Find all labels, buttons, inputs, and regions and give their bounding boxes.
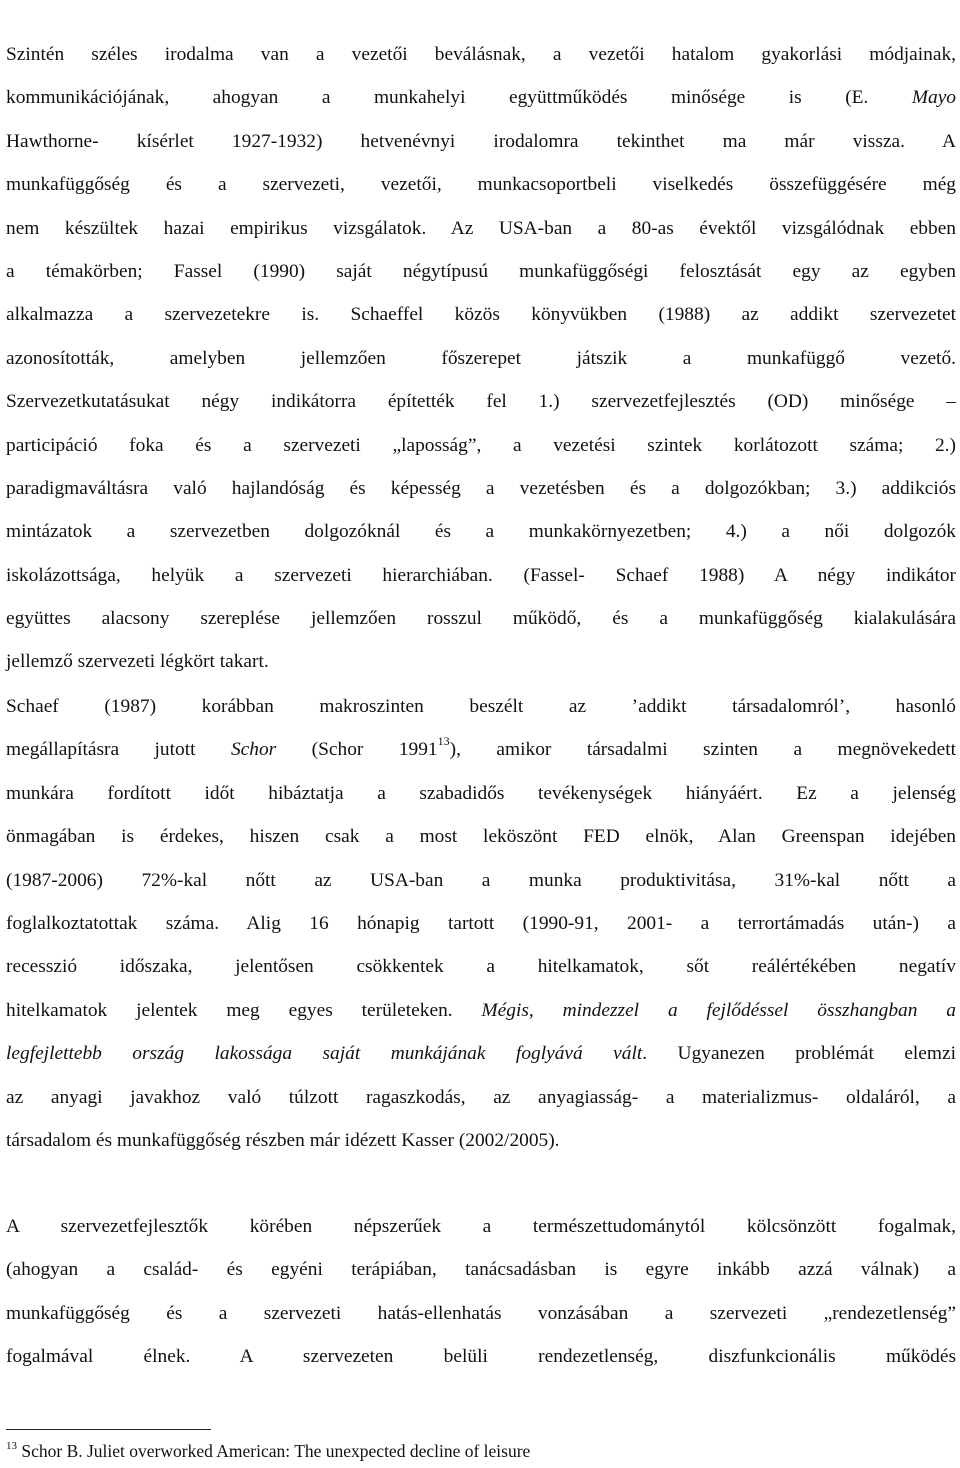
italic-sentence: Mégis, mindezzel a fejlődéssel összhangban a (481, 999, 956, 1021)
footnote-text: Schor B. Juliet overworked American: The unexpected decline of leisure (17, 1441, 531, 1461)
text-line: munkafüggőség és a szervezeti hatás-ellenhatás vonzásában a szervezeti „rendezetlenség” (6, 1302, 956, 1324)
paragraph-2 (6, 685, 956, 1162)
text-line: recesszió időszaka, jelentősen csökkentek a hitelkamatok, sőt reálértékében negatív (6, 956, 956, 978)
text-line: azonosították, amelyben jellemzően főszerepet játszik a munkafüggő vezető. (6, 347, 956, 369)
footnote-separator (6, 1429, 211, 1430)
text-line: foglalkoztatottak száma. Alig 16 hónapig tartott (1990-91, 2001- a terrortámadás után-) a (6, 912, 956, 934)
text-fragment: . Ugyanezen problémát elemzi (642, 1043, 956, 1065)
text-line (6, 989, 956, 1032)
text-line: A szervezetfejlesztők körében népszerűek a természettudománytól kölcsönzött fogalmak, (6, 1216, 956, 1237)
text-line: az anyagi javakhoz való túlzott ragaszkodás, az anyagiasság- a materializmus- oldaláról, a (6, 1086, 956, 1108)
text-line: (1987-2006) 72%-kal nőtt az USA-ban a munka produktivitása, 31%-kal nőtt a (6, 869, 956, 891)
text-line: mintázatok a szervezetben dolgozóknál és a munkakörnyezetben; 4.) a női dolgozók (6, 521, 956, 543)
italic-sentence: legfejlettebb ország lakossága saját munkájának foglyává vált (6, 1043, 643, 1065)
text-line: társadalom és munkafüggőség részben már idézett Kasser (2002/2005). (6, 1129, 560, 1151)
text-line: participáció foka és a szervezeti „laposság”, a vezetési szintek korlátozott száma; 2.) (6, 434, 956, 456)
text-line: együttes alacsony szereplése jellemzően rosszul működő, és a munkafüggőség kialakulására (6, 608, 956, 630)
footnote-number: 13 (6, 1440, 17, 1452)
text-fragment: hitelkamatok jelentek meg egyes területeken. (6, 999, 482, 1021)
italic-term: Schor (230, 739, 277, 761)
text-line: munkára fordított időt hibáztatja a szabadidős tevékenységek hiányáért. Ez a jelenség (6, 782, 956, 804)
text-fragment: kommunikációjának, ahogyan a munkahelyi együttműködés minősége is (E. (6, 87, 912, 109)
text-fragment: (Schor 1991 (276, 739, 438, 761)
text-line: iskolázottsága, helyük a szervezeti hierarchiában. (Fassel- Schaef 1988) A négy indikátor (6, 564, 956, 586)
text-line: Schaef (1987) korábban makroszinten beszélt az ’addikt társadalomról’, hasonló (6, 696, 956, 717)
footnote-reference[interactable]: 13 (437, 734, 450, 749)
paragraph-3 (6, 1205, 956, 1379)
text-line: paradigmaváltásra való hajlandóság és képesség a vezetésben és a dolgozókban; 3.) addikciós (6, 477, 956, 499)
text-line: munkafüggőség és a szervezeti, vezetői, munkacsoportbeli viselkedés összefüggésére még (6, 174, 956, 196)
italic-term: Mayo (911, 87, 956, 109)
text-line: (ahogyan a család- és egyéni terápiában, tanácsadásban is egyre inkább azzá válnak) a (6, 1259, 956, 1281)
footnote (6, 1440, 530, 1462)
text-line: a témakörben; Fassel (1990) saját négytípusú munkafüggőségi felosztását egy az egyben (6, 260, 956, 282)
text-line (6, 76, 956, 119)
paragraph-1 (6, 33, 956, 684)
text-line: Hawthorne- kísérlet 1927-1932) hetvenévnyi irodalomra tekinthet ma már vissza. A (6, 130, 956, 152)
text-line: jellemző szervezeti légkört takart. (6, 651, 269, 673)
text-line: Szintén széles irodalma van a vezetői beválásnak, a vezetői hatalom gyakorlási módjainak, (6, 44, 956, 65)
text-line: Szervezetkutatásukat négy indikátorra építették fel 1.) szervezetfejlesztés (OD) minősége – (6, 391, 956, 413)
text-fragment: ), amikor társadalmi szinten a megnövekedett (449, 739, 956, 761)
text-line: nem készültek hazai empirikus vizsgálatok. Az USA-ban a 80-as évektől vizsgálódnak ebben (6, 217, 956, 239)
text-fragment: megállapításra jutott (6, 739, 231, 761)
text-line (6, 728, 956, 771)
text-line: önmagában is érdekes, hiszen csak a most leköszönt FED elnök, Alan Greenspan idejében (6, 826, 956, 848)
text-line: fogalmával élnek. A szervezeten belüli rendezetlenség, diszfunkcionális működés (6, 1346, 956, 1368)
text-line: alkalmazza a szervezetekre is. Schaeffel közös könyvükben (1988) az addikt szervezetet (6, 304, 956, 326)
text-line (6, 1032, 956, 1075)
